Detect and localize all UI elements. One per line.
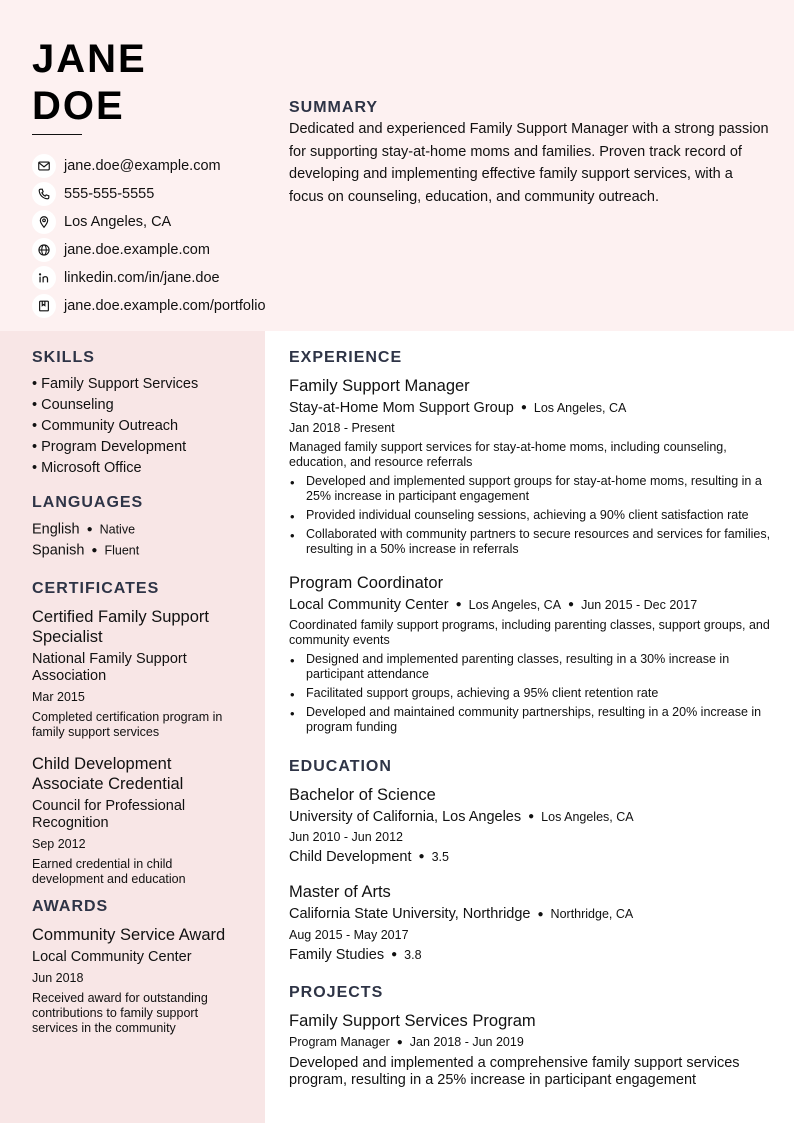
job-description: Coordinated family support programs, including parenting classes, support groups, and community events — [289, 618, 770, 648]
skill-item: • Family Support Services — [32, 376, 199, 392]
field-of-study: Family Studies — [289, 946, 385, 963]
job-title: Family Support Manager — [289, 377, 470, 395]
mail-icon — [32, 154, 56, 178]
name-divider — [32, 134, 82, 135]
job-bullet: • Developed and maintained community partnerships, resulting in a 20% increase in program funding — [289, 705, 771, 735]
certificate-title: Certified Family Support Specialist — [32, 608, 209, 646]
contact-location-text: Los Angeles, CA — [64, 214, 172, 230]
contact-portfolio-text: jane.doe.example.com/portfolio — [64, 298, 266, 314]
phone-icon — [32, 182, 56, 206]
location-icon — [32, 210, 56, 234]
degree-title: Master of Arts — [289, 883, 391, 902]
awards-section — [32, 897, 244, 1036]
language-level: Native — [99, 522, 136, 537]
awards-title: AWARDS — [32, 898, 109, 915]
contact-linkedin-text: linkedin.com/in/jane.doe — [64, 270, 220, 286]
language-name: English — [32, 521, 80, 538]
job-bullet: • Facilitated support groups, achieving a 95% client retention rate — [289, 686, 771, 701]
skill-item: • Community Outreach — [32, 418, 179, 434]
job-date: Jun 2015 - Dec 2017 — [581, 598, 698, 613]
separator-dot: ● — [568, 599, 575, 611]
separator-dot: ● — [86, 524, 93, 535]
job-description: Managed family support services for stay-at-home moms, including counseling, education, and resource referrals — [289, 440, 727, 470]
field-of-study: Child Development — [289, 849, 412, 866]
certificates-section — [32, 579, 244, 887]
contact-email-text: jane.doe@example.com — [64, 158, 221, 174]
award-date: Jun 2018 — [32, 971, 84, 985]
separator-dot: ● — [528, 811, 535, 823]
job-company-line — [289, 596, 771, 614]
job-bullet: • Collaborated with community partners to secure resources and services for families, resulting in a 50% increase in referrals — [289, 527, 771, 557]
contact-location — [32, 208, 266, 236]
school-location: Los Angeles, CA — [541, 810, 634, 824]
language-item — [32, 540, 244, 561]
skill-item: • Program Development — [32, 439, 187, 455]
experience-section — [289, 348, 771, 735]
job-title: Program Coordinator — [289, 574, 444, 593]
award-title: Community Service Award — [32, 926, 226, 944]
job-company-line — [289, 399, 771, 417]
award-desc: Received award for outstanding contributions to family support services in the community — [32, 991, 208, 1035]
certificate-item — [32, 607, 244, 740]
education-date: Aug 2015 - May 2017 — [289, 927, 409, 942]
award-org: Local Community Center — [32, 949, 192, 965]
job-date: Jan 2018 - Present — [289, 421, 395, 436]
contact-portfolio[interactable] — [32, 292, 266, 320]
school-line — [289, 905, 771, 923]
certificate-desc: Completed certification program in family support services — [32, 710, 223, 739]
contact-website-text: jane.doe.example.com — [64, 242, 210, 258]
gpa: 3.5 — [431, 850, 449, 865]
projects-section — [289, 983, 771, 1089]
skills-list — [32, 374, 244, 479]
separator-dot: ● — [91, 545, 98, 557]
job-bullet: • Designed and implemented parenting classes, resulting in a 30% increase in participant attendance — [289, 652, 771, 682]
certificate-item — [32, 754, 244, 887]
contact-email[interactable] — [32, 152, 266, 180]
education-date: Jun 2010 - Jun 2012 — [289, 830, 403, 845]
candidate-name — [32, 36, 147, 130]
job-item — [289, 376, 771, 557]
linkedin-icon — [32, 266, 56, 290]
contact-phone[interactable] — [32, 180, 266, 208]
certificate-title: Child Development Associate Credential — [32, 755, 184, 793]
globe-icon — [32, 238, 56, 262]
job-company: Local Community Center — [289, 597, 449, 614]
first-name: JANE — [32, 37, 147, 81]
job-bullet: • Developed and implemented support groups for stay-at-home moms, resulting in a 25% increase in participant engagement — [289, 474, 771, 504]
project-title: Family Support Services Program — [289, 1012, 536, 1030]
certificate-org: Council for Professional Recognition — [32, 798, 186, 831]
contact-phone-text: 555-555-5555 — [64, 186, 155, 202]
education-title: EDUCATION — [289, 758, 392, 775]
certificate-org: National Family Support Association — [32, 651, 187, 684]
field-line — [289, 848, 771, 866]
job-bullet: • Provided individual counseling sessions, achieving a 90% client satisfaction rate — [289, 508, 771, 523]
certificate-date: Mar 2015 — [32, 690, 85, 704]
project-date: Jan 2018 - Jun 2019 — [409, 1035, 524, 1049]
school-line — [289, 808, 771, 826]
experience-title: EXPERIENCE — [289, 349, 403, 366]
job-bullets — [289, 652, 771, 735]
project-role: Program Manager — [289, 1035, 390, 1049]
project-item — [289, 1011, 771, 1089]
gpa: 3.8 — [404, 947, 422, 962]
degree-title: Bachelor of Science — [289, 786, 436, 804]
school-location: Northridge, CA — [550, 907, 634, 922]
portfolio-icon — [32, 294, 56, 318]
language-name: Spanish — [32, 542, 85, 559]
skills-section — [32, 348, 244, 479]
contact-linkedin[interactable] — [32, 264, 266, 292]
skill-item: • Counseling — [32, 397, 114, 413]
summary-text: Dedicated and experienced Family Support Manager with a strong passion for supporting stay-at-home moms and families. Proven track record of developing and implementing effective family support services, with a focus on counseling, education, and community outreach. — [289, 121, 769, 205]
contact-website[interactable] — [32, 236, 266, 264]
certificate-desc: Earned credential in child development and education — [32, 857, 186, 886]
language-level: Fluent — [104, 543, 140, 558]
language-item — [32, 519, 244, 540]
project-role-line — [289, 1034, 771, 1051]
education-item — [289, 882, 771, 963]
project-description: Developed and implemented a comprehensive family support services program, resulting in a 25% increase in participant engagement — [289, 1054, 740, 1088]
separator-dot: ● — [396, 1036, 403, 1048]
languages-title: LANGUAGES — [32, 494, 144, 511]
projects-title: PROJECTS — [289, 984, 384, 1001]
skill-item: • Microsoft Office — [32, 460, 142, 476]
job-location: Los Angeles, CA — [533, 401, 627, 415]
separator-dot: ● — [418, 851, 425, 863]
award-item — [32, 925, 244, 1036]
languages-section — [32, 493, 244, 562]
certificates-title: CERTIFICATES — [32, 580, 160, 597]
certificate-date: Sep 2012 — [32, 837, 86, 851]
field-line — [289, 946, 771, 964]
job-location: Los Angeles, CA — [468, 598, 562, 613]
education-item — [289, 785, 771, 866]
separator-dot: ● — [520, 402, 527, 414]
job-company: Stay-at-Home Mom Support Group — [289, 400, 514, 416]
separator-dot: ● — [391, 948, 398, 960]
school-name: California State University, Northridge — [289, 906, 531, 923]
last-name: DOE — [32, 84, 125, 128]
separator-dot: ● — [455, 599, 462, 611]
education-section — [289, 757, 771, 964]
school-name: University of California, Los Angeles — [289, 809, 522, 825]
job-bullets — [289, 474, 771, 557]
summary-title: SUMMARY — [289, 99, 379, 116]
separator-dot: ● — [537, 908, 544, 920]
job-item — [289, 573, 771, 735]
contact-list — [32, 152, 266, 320]
skills-title: SKILLS — [32, 349, 95, 366]
summary-section — [289, 98, 769, 208]
